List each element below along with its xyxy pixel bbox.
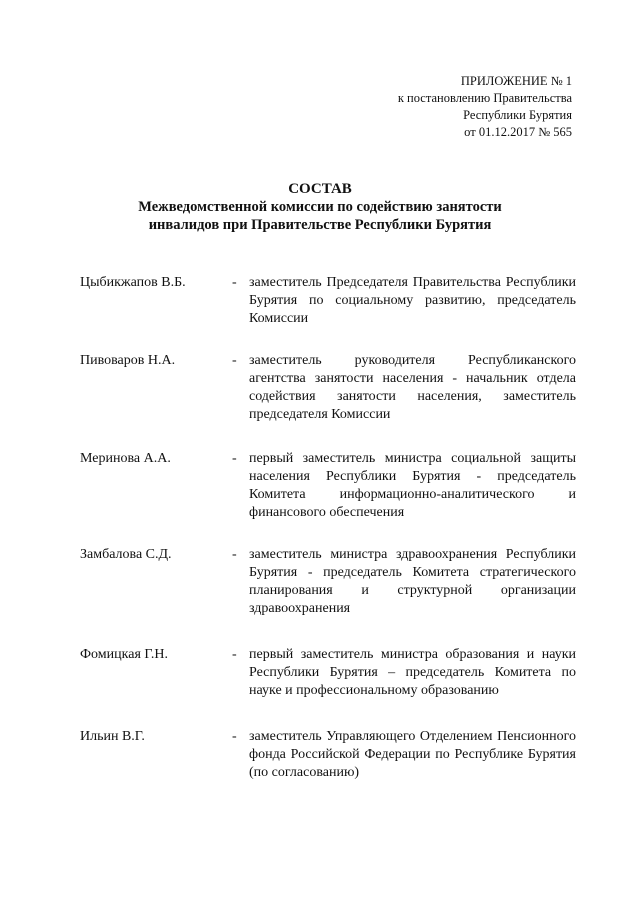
- member-name: Меринова А.А.: [80, 451, 171, 466]
- member-name: Цыбикжапов В.Б.: [80, 275, 186, 290]
- member-entry: [80, 450, 576, 522]
- member-entry: [80, 274, 576, 328]
- member-entry: [80, 352, 576, 424]
- member-name: Фомицкая Г.Н.: [80, 647, 169, 662]
- member-role: заместитель министра здравоохранения Республики Бурятия - председатель Комитета стратегического планирования и структурной организации здравоохранения: [249, 547, 576, 616]
- member-role: первый заместитель министра образования и науки Республики Бурятия – председатель Комитета по науке и профессиональному образованию: [249, 647, 576, 698]
- title-line-1: Межведомственной комиссии по содействию занятости: [138, 199, 502, 215]
- member-role: заместитель Управляющего Отделением Пенсионного фонда Российской Федерации по Республике Бурятия (по согласованию): [249, 729, 576, 780]
- appendix-date-number: от 01.12.2017 № 565: [464, 125, 572, 139]
- member-entry: [80, 546, 576, 618]
- appendix-header: [398, 73, 572, 141]
- member-dash: -: [232, 729, 237, 744]
- member-dash: -: [232, 647, 237, 662]
- title-main: СОСТАВ: [288, 181, 352, 197]
- member-dash: -: [232, 547, 237, 562]
- member-name: Ильин В.Г.: [80, 729, 145, 744]
- title-line-2: инвалидов при Правительстве Республики Бурятия: [148, 217, 492, 233]
- member-name: Замбалова С.Д.: [80, 547, 172, 562]
- member-dash: -: [232, 451, 237, 466]
- document-title: [0, 180, 640, 234]
- appendix-title: ПРИЛОЖЕНИЕ № 1: [460, 74, 572, 88]
- member-entry: [80, 646, 576, 700]
- member-role: заместитель руководителя Республиканского агентства занятости населения - начальник отдела содействия занятости населения, заместитель председателя Комиссии: [249, 353, 576, 422]
- member-name: Пивоваров Н.А.: [80, 353, 176, 368]
- member-role: заместитель Председателя Правительства Республики Бурятия по социальному развитию, председатель Комиссии: [249, 275, 576, 326]
- appendix-resolution-line: к постановлению Правительства: [397, 91, 572, 105]
- member-dash: -: [232, 353, 237, 368]
- member-entry: [80, 728, 576, 782]
- appendix-republic-line: Республики Бурятия: [463, 108, 572, 122]
- member-role: первый заместитель министра социальной защиты населения Республики Бурятия - председатель Комитета информационно-аналитического и финансового обеспечения: [249, 451, 576, 520]
- members-list: [80, 274, 576, 780]
- member-dash: -: [232, 275, 237, 290]
